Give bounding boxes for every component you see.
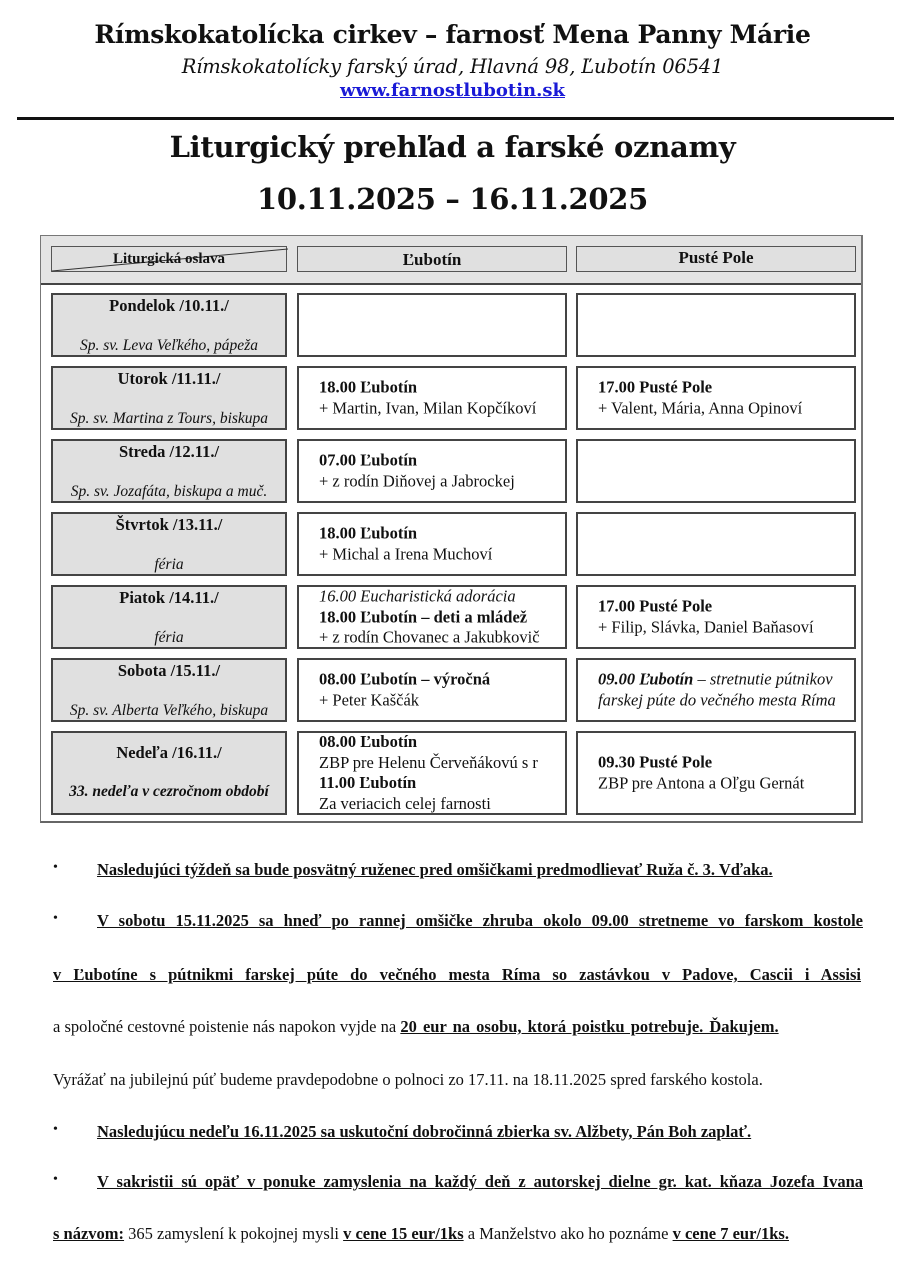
mass-cell-puste-pole [576, 293, 856, 357]
mass-line-text: farskej púte do večného mesta Ríma [598, 690, 836, 709]
mass-cell-lubotin [297, 512, 567, 576]
mass-line-text: 08.00 Ľubotín – výročná [319, 669, 491, 689]
notice-pilgrimage-text-1: V sobotu 15.11.2025 sa hneď po rannej omšičke zhruba okolo 09.00 stretneme vo farskom kostole [97, 911, 863, 930]
website-link[interactable]: www.farnostlubotin.sk [340, 80, 565, 101]
mass-line-text: ZBP pre Antona a Oľgu Gernát [598, 773, 805, 792]
mass-line-text: + Peter Kaščák [319, 690, 420, 709]
mass-line-text: + z rodín Diňovej a Jabrockej [319, 471, 515, 490]
website-link-wrap [0, 80, 905, 101]
mass-line-text: 11.00 Ľubotín [319, 773, 417, 792]
day-cell [51, 439, 287, 503]
notice-book2-title: a Manželstvo ako ho poznáme [463, 1224, 673, 1243]
organization-name: Rímskokatolícka cirkev – farnosť Mena Panny Márie [94, 20, 811, 49]
mass-line [319, 378, 565, 399]
notice-departure-text: Vyrážať na jubilejnú púť budeme pravdepodobne o polnoci zo 17.11. na 18.11.2025 spred farského kostola. [53, 1070, 763, 1089]
bullet-icon: • [53, 911, 58, 926]
notice-pilgrimage-line1 [53, 911, 863, 933]
mass-cell-puste-pole [576, 439, 856, 503]
mass-line-text: 17.00 Pusté Pole [598, 596, 713, 616]
bullet-icon: • [53, 1172, 58, 1187]
day-name: Piatok /14.11./ [119, 588, 219, 607]
feast-name: Sp. sv. Martina z Tours, biskupa [69, 410, 269, 427]
mass-line [598, 378, 854, 399]
mass-line-text: 09.30 Pusté Pole [598, 752, 713, 772]
mass-cell-puste-pole [576, 658, 856, 722]
notice-books-line1 [53, 1172, 863, 1194]
notice-rosary-text: Nasledujúci týždeň sa bude posvätný ruženec pred omšičkami predmodlievať Ruža č. 3. Vďaka. [97, 860, 773, 879]
day-name: Sobota /15.11./ [117, 661, 221, 680]
notice-book1-price: v cene 15 eur/1ks [343, 1224, 464, 1243]
mass-line [598, 690, 854, 711]
mass-line [319, 753, 565, 774]
day-cell [51, 585, 287, 649]
mass-line [598, 597, 854, 618]
mass-line [319, 524, 565, 545]
schedule-table [40, 235, 863, 823]
mass-line [319, 732, 565, 753]
mass-cell-puste-pole [576, 512, 856, 576]
mass-line [319, 690, 565, 711]
notice-books-line2 [53, 1224, 863, 1244]
mass-line [598, 670, 854, 691]
notice-collection [53, 1122, 863, 1142]
mass-line [319, 670, 565, 691]
mass-cell-lubotin [297, 585, 567, 649]
column-header-puste-pole: Pusté Pole [576, 246, 856, 272]
day-cell [51, 658, 287, 722]
feast-name: Sp. sv. Jozafáta, biskupa a muč. [70, 483, 268, 500]
notice-pilgrimage-text-2: v Ľubotíne s pútnikmi farskej púte do večného mesta Ríma so zastávkou v Padove, Cascii i Assisi [53, 965, 861, 984]
mass-line-text: 07.00 Ľubotín [319, 450, 418, 470]
column-header-liturgy [51, 246, 287, 272]
schedule-row [41, 512, 861, 576]
schedule-row [41, 293, 861, 357]
bullet-icon: • [53, 1122, 58, 1137]
mass-line [319, 773, 565, 794]
schedule-row [41, 658, 861, 722]
mass-line-text: + Valent, Mária, Anna Opinoví [598, 398, 803, 417]
mass-cell-lubotin [297, 658, 567, 722]
mass-cell-puste-pole [576, 366, 856, 430]
notice-pilgrimage-line2 [53, 965, 863, 987]
mass-line-text: Za veriacich celej farnosti [319, 793, 491, 813]
notice-books-text-1: V sakristii sú opäť v ponuke zamyslenia na každý deň z autorskej dielne gr. kat. kňaza Jozefa Ivana [97, 1172, 863, 1191]
mass-cell-lubotin [297, 731, 567, 815]
mass-line [598, 398, 854, 419]
column-header-liturgy-label: Liturgická oslava [112, 251, 226, 267]
mass-cell-puste-pole [576, 731, 856, 815]
date-range: 10.11.2025 – 16.11.2025 [256, 182, 649, 216]
mass-line [319, 627, 565, 648]
bullet-icon: • [53, 860, 58, 875]
mass-line-text: 18.00 Ľubotín [319, 523, 418, 543]
mass-line [319, 586, 565, 607]
notice-book1-title: 365 zamyslení k pokojnej mysli [124, 1224, 344, 1243]
feast-name: féria [154, 556, 184, 573]
day-name: Streda /12.11./ [118, 442, 220, 461]
notice-books-label: s názvom: [53, 1224, 125, 1243]
mass-line-text: 08.00 Ľubotín [319, 732, 418, 751]
schedule-row [41, 366, 861, 430]
mass-line [319, 398, 565, 419]
mass-line-text: + Michal a Irena Muchoví [319, 544, 493, 563]
notice-pilgrimage-line3 [53, 1017, 863, 1037]
notice-rosary [53, 860, 863, 880]
mass-line [598, 773, 854, 794]
schedule-row [41, 439, 861, 503]
mass-line [598, 753, 854, 774]
office-address: Rímskokatolícky farský úrad, Hlavná 98, Ľubotín 06541 [181, 55, 724, 78]
column-header-lubotin: Ľubotín [297, 246, 567, 272]
mass-cell-lubotin [297, 293, 567, 357]
feast-name: féria [154, 629, 184, 646]
mass-line-text: 18.00 Ľubotín [319, 377, 418, 397]
notice-insurance-text: a spoločné cestovné poistenie nás napokon vyjde na [53, 1017, 401, 1036]
mass-cell-lubotin [297, 439, 567, 503]
day-cell [51, 512, 287, 576]
day-cell [51, 366, 287, 430]
mass-line [598, 617, 854, 638]
day-name: Nedeľa /16.11./ [116, 743, 222, 762]
schedule-row [41, 585, 861, 649]
notice-collection-text: Nasledujúcu nedeľu 16.11.2025 sa uskutoční dobročinná zbierka sv. Alžbety, Pán Boh zaplať. [97, 1122, 752, 1141]
mass-line-text: + z rodín Chovanec a Jakubkovič [319, 627, 540, 647]
mass-line-suffix: – stretnutie pútnikov [693, 669, 833, 689]
header-divider [17, 117, 894, 120]
mass-line [319, 544, 565, 565]
mass-line-text: 18.00 Ľubotín – deti a mládež [319, 606, 528, 626]
day-cell [51, 293, 287, 357]
page-title: Liturgický prehľad a farské oznamy [169, 130, 736, 164]
schedule-header [41, 236, 861, 285]
mass-cell-puste-pole [576, 585, 856, 649]
day-name: Štvrtok /13.11./ [115, 515, 223, 534]
mass-line-text: + Filip, Slávka, Daniel Baňasoví [598, 617, 814, 636]
mass-line-text: + Martin, Ivan, Milan Kopčíkoví [319, 398, 537, 417]
mass-line-text: 16.00 Eucharistická adorácia [319, 586, 516, 606]
feast-name: Sp. sv. Leva Veľkého, pápeža [80, 337, 258, 354]
feast-name: Sp. sv. Alberta Veľkého, biskupa [69, 702, 269, 719]
day-cell [51, 731, 287, 815]
day-name: Pondelok /10.11./ [109, 296, 229, 315]
day-name: Utorok /11.11./ [117, 369, 221, 388]
mass-line-text: ZBP pre Helenu Červeňákovú s r [319, 752, 538, 772]
notice-book2-price: v cene 7 eur/1ks. [672, 1224, 789, 1243]
mass-cell-lubotin [297, 366, 567, 430]
mass-line [319, 471, 565, 492]
mass-line [319, 451, 565, 472]
mass-line [319, 794, 565, 815]
notice-pilgrimage-line4 [53, 1070, 863, 1090]
notice-insurance-price: 20 eur na osobu, ktorá poistku potrebuje. Ďakujem. [400, 1017, 779, 1036]
mass-line [319, 607, 565, 628]
mass-line-text: 17.00 Pusté Pole [598, 377, 713, 397]
feast-name: 33. nedeľa v cezročnom období [69, 783, 269, 800]
mass-line-text: 09.00 Ľubotín [598, 669, 694, 689]
schedule-row [41, 731, 861, 815]
